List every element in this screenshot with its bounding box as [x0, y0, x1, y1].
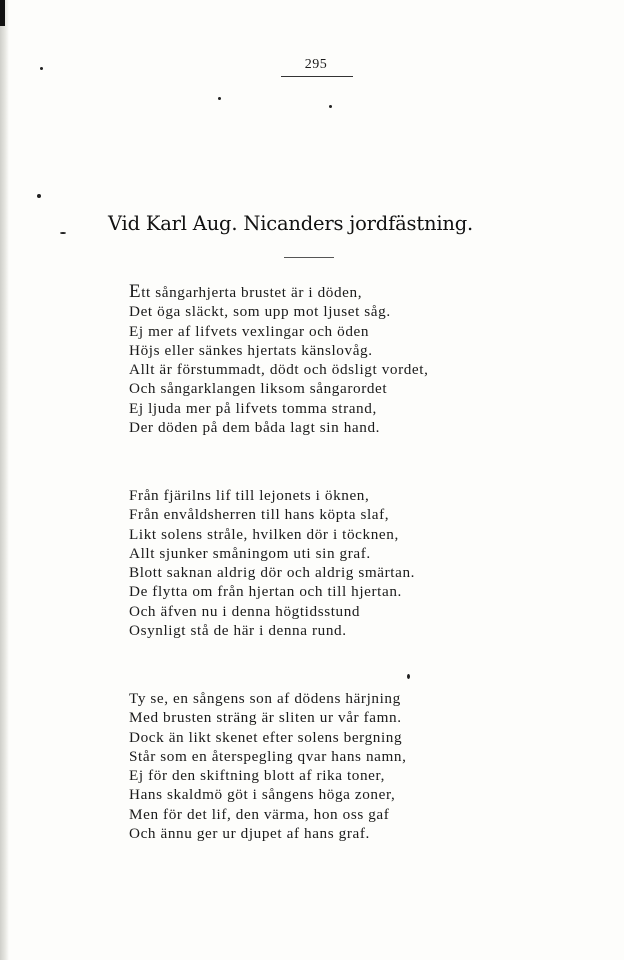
title-divider [284, 257, 334, 258]
stanza-2 [129, 486, 479, 640]
poem-line: Och sångarklangen liksom sångarordet [129, 380, 388, 398]
poem-line: Ty se, en sångens son af dödens härjning [129, 690, 401, 707]
poem-line: Dock än likt skenet efter solens bergning [129, 728, 403, 746]
page-number: 295 [304, 57, 328, 72]
poem-line: Ej mer af lifvets vexlingar och öden [129, 322, 370, 340]
poem-line: De flytta om från hjertan och till hjertan. [129, 583, 402, 601]
poem-title: Vid Karl Aug. Nicanders jordfästning. [108, 212, 473, 235]
poem-line: Likt solens stråle, hvilken dör i töcknen, [129, 525, 399, 543]
poem-line: Och ännu ger ur djupet af hans graf. [129, 825, 370, 843]
poem-line: Der döden på dem båda lagt sin hand. [129, 419, 381, 437]
poem-line: Från fjärilns lif till lejonets i öknen, [129, 487, 370, 504]
poem-line: Ej för den skiftning blott af rika toner, [129, 767, 385, 785]
poem-line: Från envåldsherren till hans köpta slaf, [129, 506, 390, 524]
ink-speck [407, 674, 410, 679]
poem-line: Allt är förstummadt, dödt och ödsligt vordet, [129, 361, 429, 379]
scan-page-edge [0, 0, 9, 960]
ink-speck [37, 194, 41, 198]
poem-line: Och äfven nu i denna högtidsstund [129, 602, 361, 620]
poem-line: Står som en återspegling qvar hans namn, [129, 747, 407, 765]
page-number-rule [281, 76, 353, 77]
poem-line: Hans skaldmö göt i sångens höga zoner, [129, 786, 396, 804]
poem-line: Blott saknan aldrig dör och aldrig smärtan. [129, 564, 416, 582]
ink-speck [218, 97, 221, 100]
ink-speck [40, 67, 43, 70]
scan-corner-mark [0, 0, 5, 26]
stanza-3 [129, 689, 479, 843]
poem-line: Osynligt stå de här i denna rund. [129, 622, 347, 640]
poem-line: Allt sjunker småningom uti sin graf. [129, 544, 371, 562]
stanza-1 [129, 282, 479, 437]
poem-line: Ett sångarhjerta brustet är i döden, [129, 281, 363, 302]
ink-speck [329, 105, 332, 108]
initial-letter: E [129, 281, 142, 302]
poem-line: Höjs eller sänkes hjertats känslovåg. [129, 341, 373, 359]
ink-speck [60, 232, 66, 234]
poem-line: Men för det lif, den värma, hon oss gaf [129, 805, 390, 823]
poem-line: Det öga släckt, som upp mot ljuset såg. [129, 303, 391, 321]
poem-line: Ej ljuda mer på lifvets tomma strand, [129, 399, 377, 417]
poem-line: Med brusten sträng är sliten ur vår famn. [129, 709, 402, 727]
